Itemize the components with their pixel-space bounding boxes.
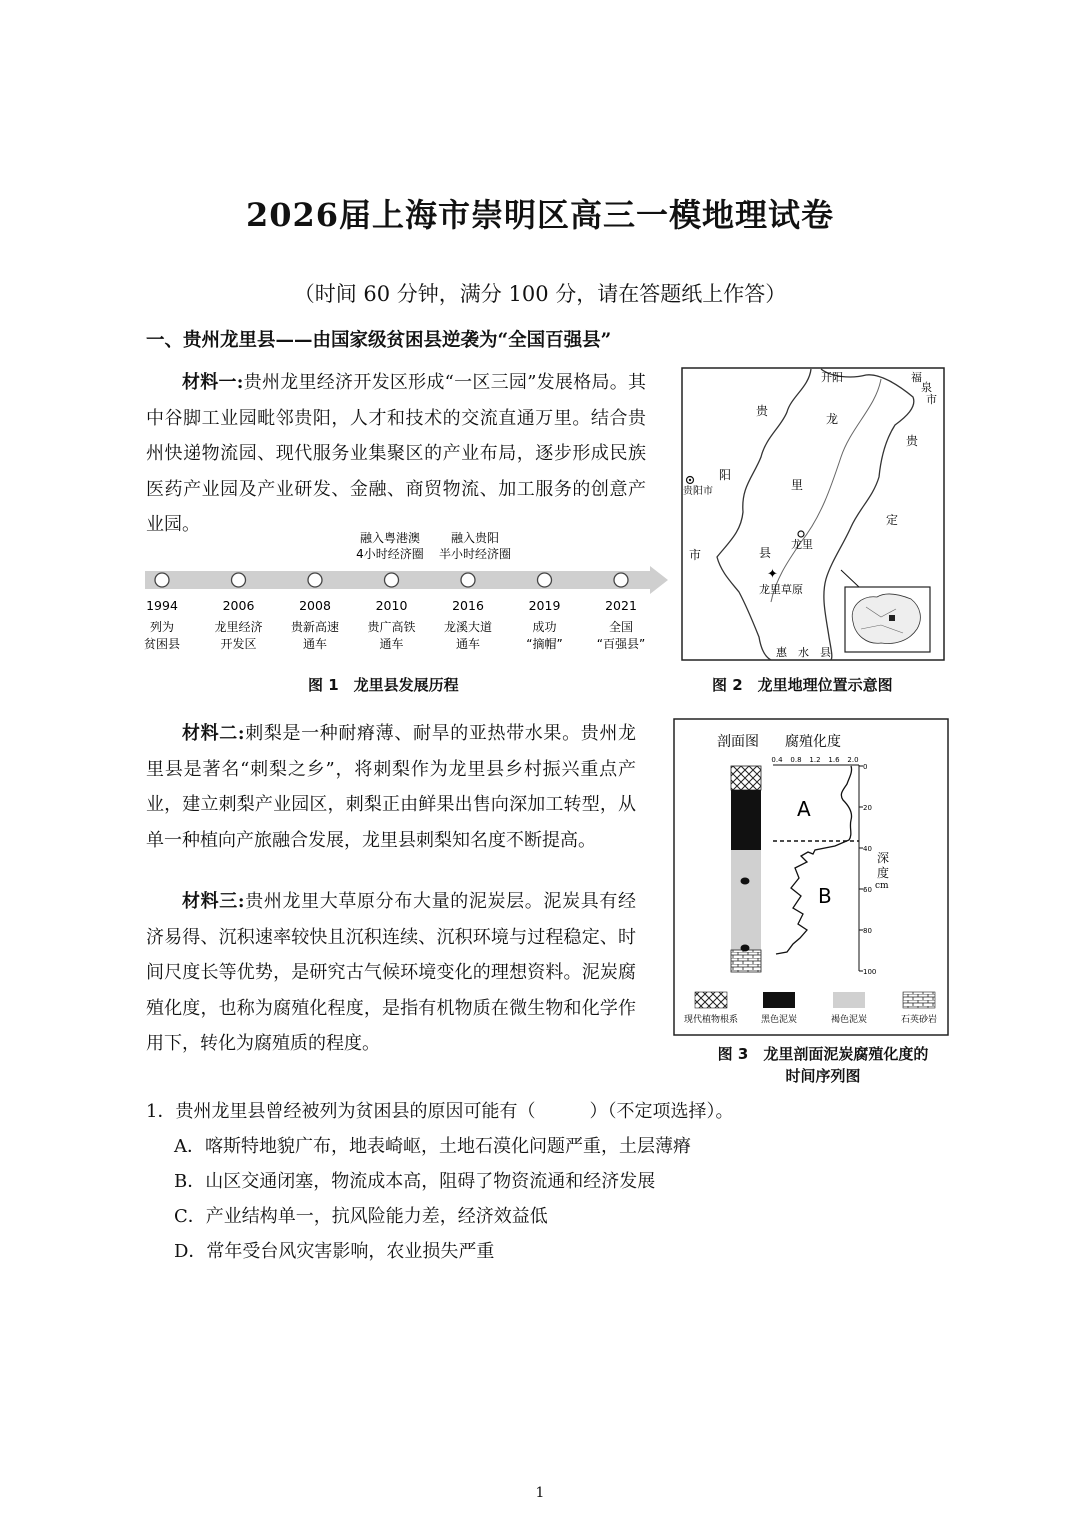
y-tick-label: 80 — [863, 927, 872, 935]
timeline-label-line-2: “百强县” — [596, 637, 646, 651]
page-number: 1 — [535, 1485, 545, 1501]
question-1-stem: 1．贵州龙里县曾经被列为贫困县的原因可能有（ ）（不定项选择）。 — [146, 1101, 734, 1122]
legend-label-roots: 现代植物根系 — [683, 1015, 739, 1025]
y-tick-label: 20 — [863, 804, 872, 812]
timeline-year: 1994 — [146, 598, 178, 613]
legend-swatch-quartz — [903, 992, 935, 1008]
zone-b-label: B — [818, 884, 832, 908]
x-tick-label: 0.4 — [771, 756, 783, 764]
timeline-arrow — [145, 566, 668, 594]
timeline-year: 2008 — [299, 598, 331, 613]
question-1-option-d[interactable]: D．常年受台风灾害影响，农业损失严重 — [174, 1241, 495, 1262]
layer-brown-peat — [731, 850, 761, 950]
timeline-label-line-2: 通车 — [302, 637, 328, 651]
timeline-node — [155, 573, 169, 587]
timeline-label-line-1: 列为 — [149, 620, 175, 634]
y-label-depth-1: 深 — [877, 851, 890, 865]
question-1-option-b[interactable]: B．山区交通闭塞，物流成本高，阻碍了物资流通和经济发展 — [174, 1171, 656, 1192]
timeline-label-line-2: 通车 — [379, 637, 404, 651]
timeline-note-1: 融入粤港澳 — [359, 531, 421, 545]
layer-black-peat — [731, 790, 761, 850]
figure-1-timeline — [140, 530, 680, 655]
map-label-ding: 定 — [886, 513, 899, 527]
x-tick-label: 0.8 — [790, 756, 802, 764]
figure-2-caption: 图 2 龙里地理位置示意图 — [712, 676, 893, 694]
y-tick-label: 0 — [863, 763, 868, 771]
sample-point-2 — [741, 945, 750, 952]
section-heading: 一、贵州龙里县——由国家级贫困县逆袭为“全国百强县” — [146, 330, 612, 351]
legend-label-quartz: 石英砂岩 — [900, 1015, 938, 1025]
figure-1-caption: 图 1 龙里县发展历程 — [308, 676, 459, 694]
map-label-xian: 县 — [759, 546, 772, 560]
timeline-note-2: 融入贵阳 — [450, 531, 500, 545]
question-1-option-a[interactable]: A．喀斯特地貌广布，地表崎岖，土地石漠化问题严重，土层薄瘠 — [174, 1136, 691, 1157]
material-1-text: 贵州龙里经济开发区形成“一区三园”发展格局。其中谷脚工业园毗邻贵阳，人才和技术的交流直通万里。结合贵州快递物流园、现代服务业集聚区的产业布局，逐步形成民族医药产业园及产业研发、金融、商贸物流、加工服务的创意产业园。 — [146, 372, 646, 535]
material-1 — [146, 365, 646, 543]
x-tick-label: 1.6 — [828, 756, 840, 764]
figure-2-map — [681, 367, 945, 661]
map-label-kaiyang: 开阳 — [821, 371, 843, 384]
timeline-note-1b: 4小时经济圈 — [356, 547, 424, 561]
timeline-year: 2016 — [452, 598, 484, 613]
timeline-node — [385, 573, 399, 587]
map-label-shi: 市 — [689, 548, 702, 562]
figure-3-caption-line-1: 图 3 龙里剖面泥炭腐殖化度的 — [717, 1045, 929, 1063]
timeline-label-line-1: 全国 — [608, 620, 634, 634]
y-label-depth-3: cm — [875, 881, 889, 891]
timeline-label-line-1: 龙里经济 — [214, 620, 263, 634]
timeline-note-2b: 半小时经济圈 — [438, 547, 512, 561]
layer-modern-roots — [731, 766, 761, 790]
sample-point-1 — [741, 878, 750, 885]
timeline-label-line-1: 贵新高速 — [290, 620, 340, 634]
profile-header: 剖面图 — [717, 734, 759, 750]
timeline-label-line-2: 贫困县 — [143, 637, 181, 651]
timeline-year: 2010 — [375, 598, 408, 613]
legend-swatch-roots — [695, 992, 727, 1008]
timeline-node — [538, 573, 552, 587]
material-3 — [146, 884, 636, 1062]
timeline-node — [308, 573, 322, 587]
map-label-longli: 龙里 — [791, 538, 813, 551]
map-label-fuquan-1: 福 — [911, 371, 922, 384]
timeline-label-line-2: “摘帽” — [526, 637, 563, 651]
layer-quartz-sandstone — [731, 950, 761, 972]
timeline-label-line-1: 成功 — [532, 620, 557, 634]
figure-3-caption-line-2: 时间序列图 — [785, 1067, 861, 1085]
question-1-option-c[interactable]: C．产业结构单一，抗风险能力差，经济效益低 — [174, 1206, 548, 1227]
inset-map — [845, 587, 930, 652]
timeline-label-line-2: 通车 — [455, 637, 481, 651]
map-label-huishui: 惠 水 县 — [776, 646, 831, 659]
timeline-year: 2006 — [222, 598, 255, 613]
material-1-label: 材料一: — [182, 372, 244, 393]
question-1 — [146, 1094, 733, 1269]
map-label-long: 龙 — [826, 412, 839, 426]
y-tick-label: 40 — [863, 845, 872, 853]
timeline-node — [461, 573, 475, 587]
timeline-label-line-1: 龙溪大道 — [443, 620, 493, 634]
material-3-text: 贵州龙里大草原分布大量的泥炭层。泥炭具有经济易得、沉积速率较快且沉积连续、沉积环境与过程稳定、时间尺度长等优势，是研究古气候环境变化的理想资料。泥炭腐殖化度，也称为腐殖化程度，是指有机物质在微生物和化学作用下，转化为腐殖质的程度。 — [146, 891, 636, 1054]
figure-3-caption — [698, 1043, 948, 1087]
map-label-gui-2: 贵 — [906, 434, 919, 448]
zone-a-label: A — [797, 797, 811, 821]
material-3-label: 材料三: — [182, 891, 245, 912]
timeline-node — [614, 573, 628, 587]
map-label-fuquan-3: 市 — [926, 393, 937, 406]
x-tick-label: 1.2 — [809, 756, 821, 764]
timeline-label-line-2: 开发区 — [220, 637, 257, 651]
material-2-label: 材料二: — [182, 723, 245, 744]
timeline-year: 2019 — [528, 598, 561, 613]
legend-swatch-brown — [833, 992, 865, 1008]
timeline-year: 2021 — [605, 598, 637, 613]
y-tick-label: 100 — [863, 968, 877, 976]
timeline-label-line-1: 贵广高铁 — [367, 620, 416, 634]
legend-swatch-black — [763, 992, 795, 1008]
y-tick-label: 60 — [863, 886, 872, 894]
map-label-guiyang-city: 贵阳市 — [683, 486, 713, 497]
timeline-node — [232, 573, 246, 587]
material-2 — [146, 716, 636, 858]
figure-3-profile — [673, 718, 949, 1036]
map-label-longli-grassland: 龙里草原 — [759, 583, 803, 596]
map-label-yang: 阳 — [719, 468, 732, 482]
map-label-li: 里 — [791, 478, 804, 492]
exam-info: （时间 60 分钟，满分 100 分，请在答题纸上作答） — [293, 282, 787, 306]
page-title: 2026届上海市崇明区高三一模地理试卷 — [245, 196, 835, 234]
legend-label-brown: 褐色泥炭 — [830, 1015, 868, 1025]
x-tick-label: 2.0 — [847, 756, 859, 764]
grassland-marker-icon: ✦ — [767, 567, 778, 582]
y-label-depth-2: 度 — [877, 866, 890, 880]
legend-label-black: 黑色泥炭 — [760, 1015, 798, 1025]
map-label-gui-1: 贵 — [756, 404, 769, 418]
material-2-text: 刺梨是一种耐瘠薄、耐旱的亚热带水果。贵州龙里县是著名“刺梨之乡”，将刺梨作为龙里县乡村振兴重点产业，建立刺梨产业园区，刺梨正由鲜果出售向深加工转型，从单一种植向产旅融合发展，龙里县刺梨知名度不断提高。 — [146, 723, 636, 851]
humification-header: 腐殖化度 — [785, 734, 841, 750]
map-label-fuquan-2: 泉 — [921, 381, 932, 394]
